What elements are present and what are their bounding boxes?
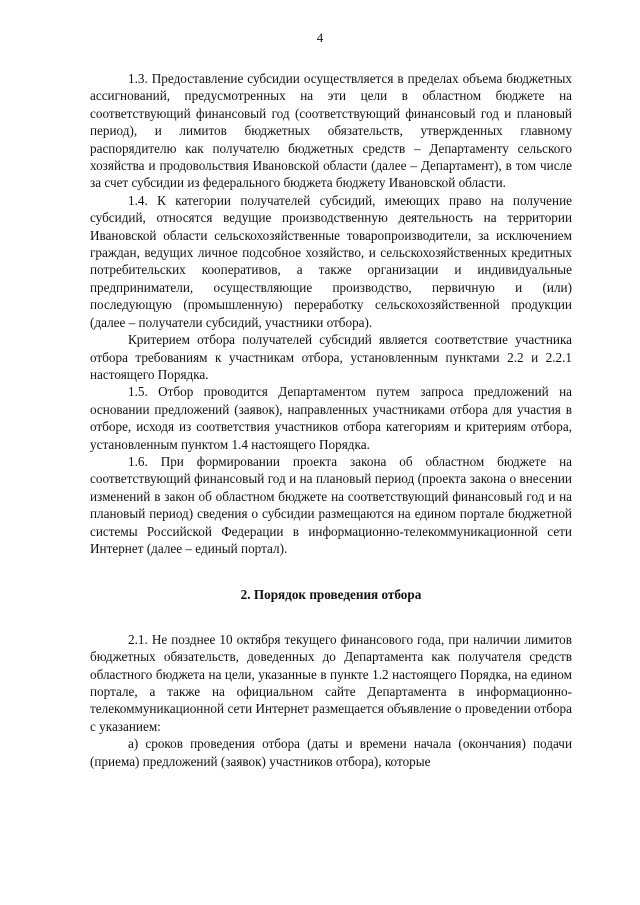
section-heading: 2. Порядок проведения отбора	[240, 587, 422, 603]
paragraph-2-1: 2.1. Не позднее 10 октября текущего финансового года, при наличии лимитов бюджетных обязательств, доведенных до Департамента как получателя средств областного бюджета на цели, указанные в пункте 1.2 настоящего Порядка, на едином портале, а также на официальном сайте Департамента в информационно-телекоммуникационной сети Интернет размещается объявление о проведении отбора с указанием:	[90, 631, 572, 734]
paragraph-1-3: 1.3. Предоставление субсидии осуществляется в пределах объема бюджетных ассигнований, предусмотренных на эти цели в областном бюджете на соответствующий финансовый год (соответствующий финансовый год и плановый период), и лимитов бюджетных обязательств, утвержденных главному распорядителю как получателю бюджетных средств – Департаменту сельского хозяйства и продовольствия Ивановской области (далее – Департамент), в том числе за счет субсидии из федерального бюджета бюджету Ивановской области.	[90, 71, 572, 191]
paragraph-2-1-a: а) сроков проведения отбора (даты и времени начала (окончания) подачи (приема) предложений (заявок) участников отбора), которые	[90, 736, 572, 769]
paragraph-1-5: 1.5. Отбор проводится Департаментом путем запроса предложений на основании предложений (заявок), направленных участниками отбора для участия в отборе, исходя из соответствия участников отбора категориям и критериям отбора, установленным пунктом 1.4 настоящего Порядка.	[90, 384, 572, 452]
paragraph-1-6: 1.6. При формировании проекта закона об областном бюджете на соответствующий финансовый год и на плановый период (проекта закона о внесении изменений в закон об областном бюджете на соответствующий финансовый год и на плановый период) сведения о субсидии размещаются на едином портале бюджетной системы Российской Федерации в информационно-телекоммуникационной сети Интернет (далее – единый портал).	[90, 453, 572, 556]
page-number: 4	[316, 30, 324, 45]
paragraph-1-4: 1.4. К категории получателей субсидий, имеющих право на получение субсидий, относятся ведущие производственную деятельность на территории Ивановской области сельскохозяйственные товаропроизводители, за исключением граждан, ведущих личное подсобное хозяйство, и сельскохозяйственных кредитных потребительских кооперативов, а также организации и индивидуальные предприниматели, осуществляющие производство, первичную и (или) последующую (промышленную) переработку сельскохозяйственной продукции (далее – получатели субсидий, участники отбора).	[90, 192, 572, 330]
document-body	[90, 70, 572, 770]
paragraph-criteria: Критерием отбора получателей субсидий является соответствие участника отбора требованиям к участникам отбора, установленным пунктами 2.2 и 2.2.1 настоящего Порядка.	[90, 332, 572, 382]
